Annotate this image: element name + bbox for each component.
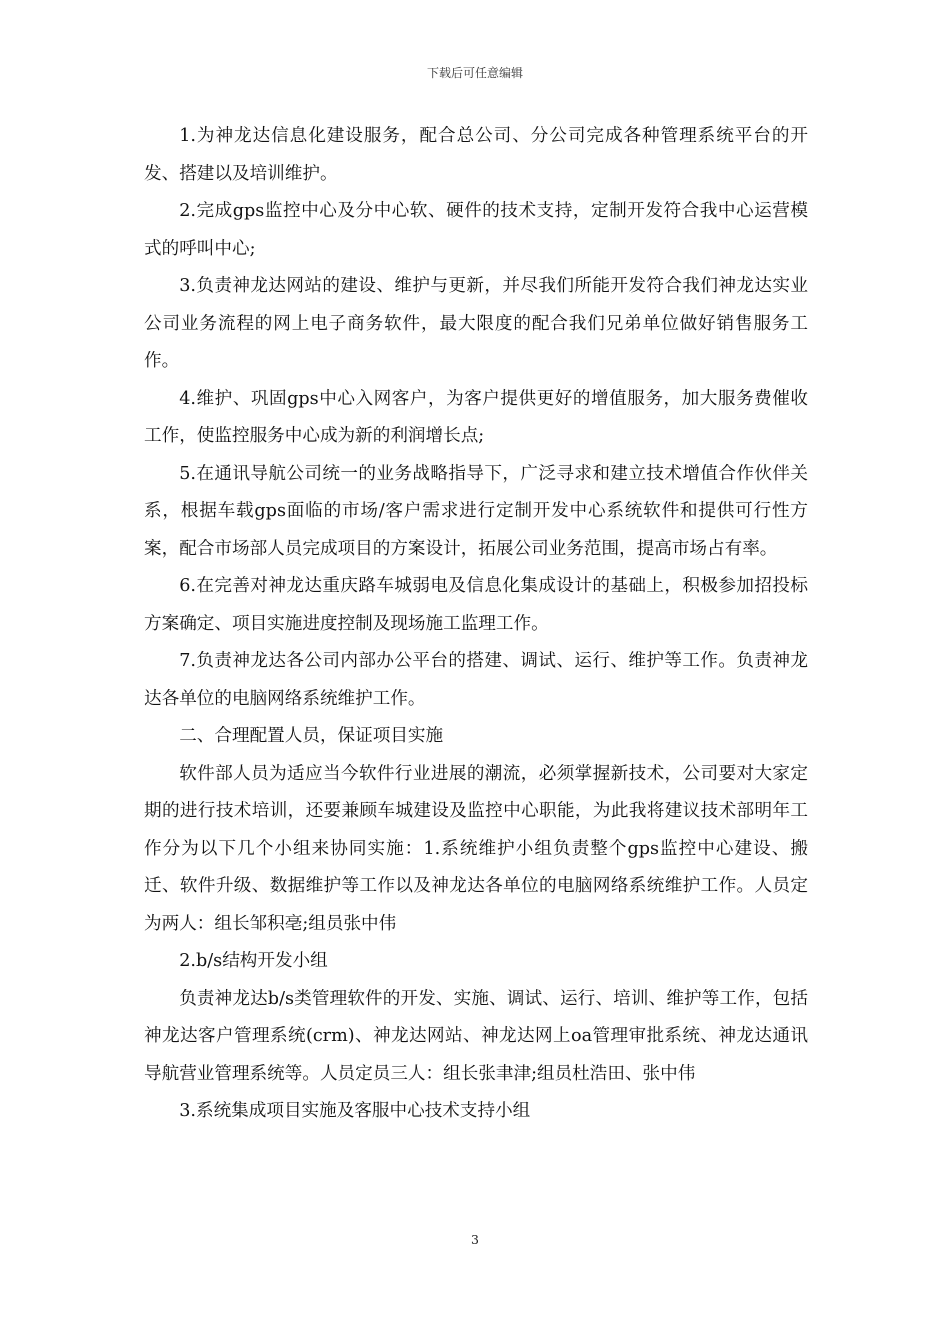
- paragraph-2: 2.完成gps监控中心及分中心软、硬件的技术支持，定制开发符合我中心运营模式的呼叫中心;: [144, 201, 808, 259]
- paragraph-11: 3.系统集成项目实施及客服中心技术支持小组: [179, 1101, 531, 1121]
- paragraph-8: 软件部人员为适应当今软件行业进展的潮流，必须掌握新技术，公司要对大家定期的进行技术培训，还要兼顾车城建设及监控中心职能，为此我将建议技术部明年工作分为以下几个小组来协同实施：1.系统维护小组负责整个gps监控中心建设、搬迁、软件升级、数据维护等工作以及神龙达各单位的电脑网络系统维护工作。人员定为两人：组长邹积亳;组员张中伟: [144, 763, 808, 934]
- paragraph-6: 6.在完善对神龙达重庆路车城弱电及信息化集成设计的基础上，积极参加招投标方案确定、项目实施进度控制及现场施工监理工作。: [144, 576, 808, 634]
- section-heading: 二、合理配置人员，保证项目实施: [179, 726, 444, 746]
- page-number: 3: [471, 1232, 479, 1247]
- page-header: 下载后可任意编辑: [426, 66, 523, 80]
- paragraph-1: 1.为神龙达信息化建设服务，配合总公司、分公司完成各种管理系统平台的开发、搭建以及培训维护。: [144, 126, 808, 184]
- paragraph-10: 负责神龙达b/s类管理软件的开发、实施、调试、运行、培训、维护等工作，包括神龙达客户管理系统(crm)、神龙达网站、神龙达网上oa管理审批系统、神龙达通讯导航营业管理系统等。人员定员三人：组长张聿津;组员杜浩田、张中伟: [144, 988, 808, 1084]
- paragraph-7: 7.负责神龙达各公司内部办公平台的搭建、调试、运行、维护等工作。负责神龙达各单位的电脑网络系统维护工作。: [144, 651, 808, 709]
- paragraph-3: 3.负责神龙达网站的建设、维护与更新，并尽我们所能开发符合我们神龙达实业公司业务流程的网上电子商务软件，最大限度的配合我们兄弟单位做好销售服务工作。: [144, 276, 808, 371]
- document-body: [144, 118, 808, 1131]
- paragraph-9: 2.b/s结构开发小组: [179, 951, 328, 971]
- paragraph-5: 5.在通讯导航公司统一的业务战略指导下，广泛寻求和建立技术增值合作伙伴关系，根据车载gps面临的市场/客户需求进行定制开发中心系统软件和提供可行性方案，配合市场部人员完成项目的方案设计，拓展公司业务范围，提高市场占有率。: [144, 463, 808, 559]
- paragraph-4: 4.维护、巩固gps中心入网客户，为客户提供更好的增值服务，加大服务费催收工作，使监控服务中心成为新的利润增长点;: [144, 388, 808, 446]
